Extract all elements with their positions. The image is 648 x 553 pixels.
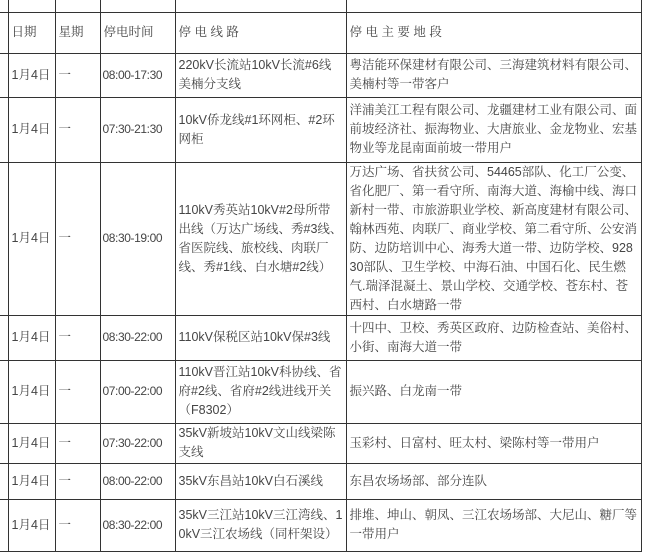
cell-date: 1月4日	[8, 423, 55, 463]
cell-week: 一	[55, 53, 100, 97]
cell-week: 一	[55, 360, 100, 423]
cell-date: 1月4日	[8, 360, 55, 423]
cell-time: 08:00-17:30	[100, 53, 175, 97]
cell-line: 220kV长流站10kV长流#6线美楠分支线	[175, 53, 346, 97]
table-row	[0, 97, 641, 162]
cell-area: 万达广场、省扶贫公司、54465部队、化工厂公变、省化肥厂、第一看守所、南海大道、海榆中线、海口新村一带、市旅游职业学校、新高度建材有限公司、翰林西苑、肉联厂、商业学校、第二看守所、公安消防、边防培训中心、海秀大道一带、边防学校、92830部队、卫生学校、中海石油、中国石化、民生燃气.瑞泽混凝土、景山学校、交通学校、苍东村、苍西村、白水塘路一带	[346, 162, 641, 315]
cell-week: 一	[55, 315, 100, 360]
cropped-cell	[0, 0, 8, 12]
cell-time: 08:00-22:00	[100, 463, 175, 499]
cell-line: 35kV东昌站10kV白石溪线	[175, 463, 346, 499]
cell-date: 1月4日	[8, 162, 55, 315]
cell-time: 07:00-22:00	[100, 360, 175, 423]
table-row	[0, 423, 641, 463]
table-row	[0, 315, 641, 360]
cell-line: 110kV保税区站10kV保#3线	[175, 315, 346, 360]
cell-time: 07:30-21:30	[100, 97, 175, 162]
table-row	[0, 499, 641, 551]
cell-week: 一	[55, 97, 100, 162]
col-header-time: 停电时间	[100, 12, 175, 53]
cell-week: 一	[55, 499, 100, 551]
cell-area: 振兴路、白龙南一带	[346, 360, 641, 423]
cropped-cell	[0, 463, 8, 499]
cropped-cell	[0, 360, 8, 423]
cropped-cell	[0, 162, 8, 315]
cropped-cell	[100, 0, 175, 12]
col-header-line: 停 电 线 路	[175, 12, 346, 53]
cell-date: 1月4日	[8, 97, 55, 162]
cropped-cell	[346, 0, 641, 12]
cell-line: 10kV侨龙线#1环网柜、#2环网柜	[175, 97, 346, 162]
table-row	[0, 53, 641, 97]
cell-area: 排堆、坤山、朝凤、三江农场场部、大尼山、糖厂等一带用户	[346, 499, 641, 551]
cropped-cell	[0, 315, 8, 360]
cell-week: 一	[55, 423, 100, 463]
table-row	[0, 162, 641, 315]
cell-date: 1月4日	[8, 53, 55, 97]
cropped-cell	[0, 53, 8, 97]
cropped-cell	[55, 0, 100, 12]
cropped-cell	[175, 0, 346, 12]
cell-time: 08:30-22:00	[100, 499, 175, 551]
cell-line: 35kV新坡站10kV文山线梁陈支线	[175, 423, 346, 463]
cropped-cell	[0, 12, 8, 53]
col-header-area: 停 电 主 要 地 段	[346, 12, 641, 53]
col-header-week: 星期	[55, 12, 100, 53]
cropped-cell	[8, 0, 55, 12]
header-row	[0, 12, 641, 53]
cell-time: 07:30-22:00	[100, 423, 175, 463]
cropped-cell	[0, 423, 8, 463]
cell-line: 110kV晋江站10kV科协线、省府#2线、省府#2线进线开关（F8302）	[175, 360, 346, 423]
cell-area: 东昌农场场部、部分连队	[346, 463, 641, 499]
table-row	[0, 360, 641, 423]
cell-week: 一	[55, 162, 100, 315]
cell-date: 1月4日	[8, 315, 55, 360]
cell-week: 一	[55, 463, 100, 499]
cell-line: 110kV秀英站10kV#2母所带出线（万达广场线、秀#3线、省医院线、旅校线、肉联厂线、秀#1线、白水塘#2线）	[175, 162, 346, 315]
cropped-cell	[0, 97, 8, 162]
cropped-cell	[0, 499, 8, 551]
cell-date: 1月4日	[8, 499, 55, 551]
col-header-date: 日期	[8, 12, 55, 53]
cell-line: 35kV三江站10kV三江湾线、10kV三江农场线（同杆架设）	[175, 499, 346, 551]
cell-time: 08:30-19:00	[100, 162, 175, 315]
cropped-top-row	[0, 0, 641, 12]
cell-area: 洋浦美江工程有限公司、龙疆建材工业有限公司、面前坡经济社、振海物业、大唐旅业、金龙物业、宏基物业等龙昆南面前坡一带用户	[346, 97, 641, 162]
cell-area: 玉彩村、日富村、旺太村、梁陈村等一带用户	[346, 423, 641, 463]
cell-area: 十四中、卫校、秀英区政府、边防检查站、美俗村、小街、南海大道一带	[346, 315, 641, 360]
cell-area: 粤洁能环保建材有限公司、三海建筑材料有限公司、美楠村等一带客户	[346, 53, 641, 97]
cell-time: 08:30-22:00	[100, 315, 175, 360]
table-row	[0, 463, 641, 499]
cell-date: 1月4日	[8, 463, 55, 499]
